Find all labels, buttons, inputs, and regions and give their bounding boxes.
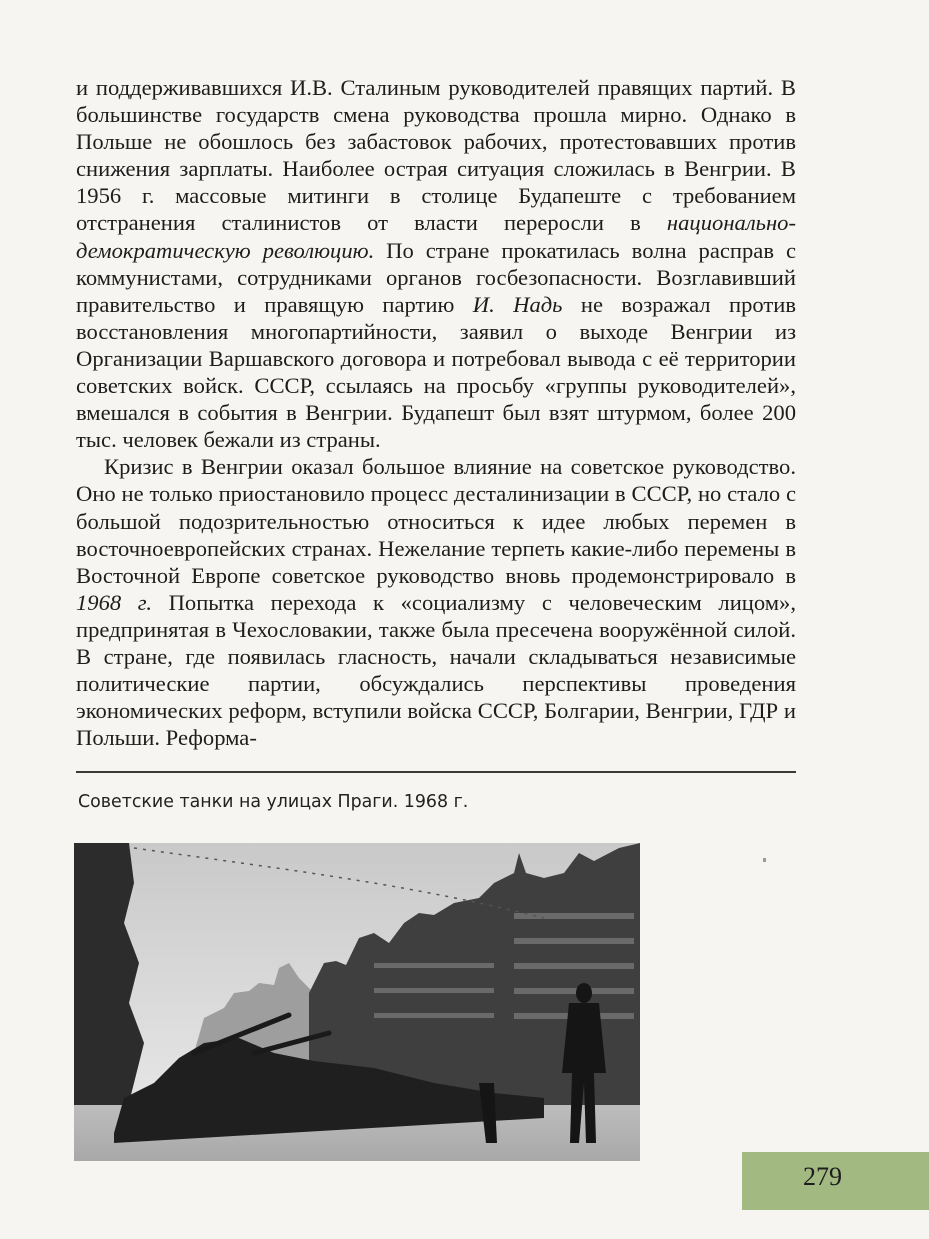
term-national-democratic-revolution: национально-демократическую революцию. (76, 210, 796, 263)
paragraph-1-segment: По стране прокатилась волна расправ с коммунистами, сотрудниками органов госбезопасности. Возглавивший правительство и правящую партию (76, 237, 796, 317)
name-imre-nagy: И. Надь (472, 291, 563, 317)
paragraph-1-segment: и поддерживавшихся И.В. Сталиным руководителей правящих партий. В большинстве государств смена руководства прошла мирно. Однако в Польше не обошлось без забастовок рабочих, протестовавших против снижения зарплаты. Наиболее острая ситуация сложилась в Венгрии. В 1956 г. массовые митинги в столице Будапеште с требованием отстранения сталинистов от власти переросли в (76, 75, 796, 236)
photo-caption: Советские танки на улицах Праги. 1968 г. (78, 792, 469, 812)
paragraph-2 (76, 453, 796, 751)
photo-prague-tanks (74, 843, 640, 1161)
photo-image (74, 843, 640, 1161)
print-speck (763, 858, 766, 862)
body-text (76, 74, 796, 751)
paragraph-2-segment: Попытка перехода к «социализму с человеческим лицом», предпринятая в Чехословакии, также была пресечена вооружённой силой. В стране, где появилась гласность, начали складываться независимые политические партии, обсуждались перспективы проведения экономических реформ, вступили войска СССР, Болгарии, Венгрии, ГДР и Польши. Реформа- (76, 589, 796, 751)
year-1968: 1968 г. (76, 589, 152, 615)
page-number: 279 (803, 1162, 842, 1191)
caption-divider (76, 771, 796, 773)
paragraph-2-segment: Кризис в Венгрии оказал большое влияние на советское руководство. Оно не только приостановило процесс десталинизации в СССР, но стало с большой подозрительностью относиться к идее любых перемен в восточноевропейских странах. Нежелание терпеть какие-либо перемены в Восточной Европе советское руководство вновь продемонстрировало в (76, 454, 796, 588)
paragraph-1-segment: не возражал против восстановления многопартийности, заявил о выходе Венгрии из Организации Варшавского договора и потребовал вывода с её территории советских войск. СССР, ссылаясь на просьбу «группы руководителей», вмешался в события в Венгрии. Будапешт был взят штурмом, более 200 тыс. человек бежали из страны. (76, 291, 796, 453)
paragraph-1 (76, 74, 796, 453)
